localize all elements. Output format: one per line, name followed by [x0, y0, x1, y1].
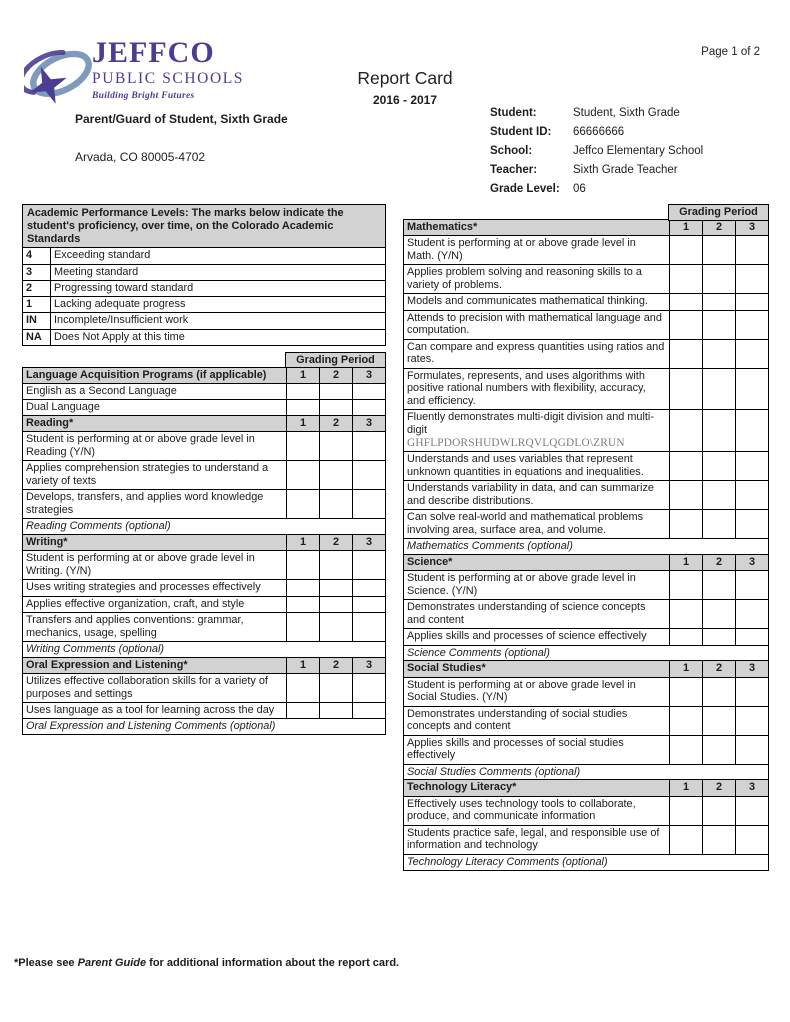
grade-cell	[353, 596, 386, 612]
skill-label-cell: Models and communicates mathematical thinking.	[404, 294, 670, 310]
grade-cell	[320, 400, 353, 416]
grade-cell	[703, 825, 736, 854]
grade-cell	[287, 400, 320, 416]
skill-row	[404, 310, 769, 339]
section-header-row	[404, 555, 769, 571]
skill-row	[404, 706, 769, 735]
skill-label-cell: Attends to precision with mathematical language and computation.	[404, 310, 670, 339]
logo-tagline: Building Bright Futures	[92, 91, 195, 101]
grade-cell	[353, 400, 386, 416]
performance-header: Academic Performance Levels: The marks below indicate the student's proficiency, over time, on the Colorado Academic Standards	[23, 205, 386, 248]
grade-cell	[353, 673, 386, 702]
comments-label-cell: Science Comments (optional)	[404, 645, 769, 661]
grade-cell	[320, 432, 353, 461]
skill-row	[23, 612, 386, 641]
grade-cell	[670, 265, 703, 294]
grade-cell	[287, 384, 320, 400]
student-info-value: Sixth Grade Teacher	[573, 164, 678, 176]
performance-desc-cell: Does Not Apply at this time	[51, 329, 386, 345]
period-header-cell: 3	[353, 657, 386, 673]
skill-row	[404, 825, 769, 854]
skill-label-cell: Applies effective organization, craft, and style	[23, 596, 287, 612]
period-header-cell: 3	[736, 661, 769, 677]
section-table	[403, 554, 769, 662]
grading-period-label: Grading Period	[285, 352, 386, 369]
grade-cell	[736, 236, 769, 265]
grade-cell	[320, 551, 353, 580]
skill-row	[23, 673, 386, 702]
grade-cell	[703, 510, 736, 539]
skill-label-cell: Student is performing at or above grade level in Science. (Y/N)	[404, 571, 670, 600]
skill-label-cell: Formulates, represents, and uses algorithms with positive rational numbers with flexibility, accuracy, and efficiency.	[404, 368, 670, 410]
section-title: Reading*	[23, 416, 287, 432]
student-info-row	[490, 126, 703, 140]
skill-label-cell: Can compare and express quantities using ratios and rates.	[404, 339, 670, 368]
grade-cell	[670, 339, 703, 368]
grade-cell	[703, 629, 736, 645]
performance-mark-cell: 3	[23, 264, 51, 280]
grade-cell	[670, 629, 703, 645]
grade-cell	[736, 677, 769, 706]
period-header-cell: 1	[287, 367, 320, 383]
logo-wordmark: JEFFCO	[92, 36, 215, 69]
section-table	[403, 660, 769, 781]
grade-cell	[736, 481, 769, 510]
performance-mark-cell: IN	[23, 313, 51, 329]
skill-label-cell: Demonstrates understanding of social studies concepts and content	[404, 706, 670, 735]
comments-row	[404, 539, 769, 555]
period-header-cell: 3	[353, 367, 386, 383]
recipient-name: Parent/Guard of Student, Sixth Grade	[75, 112, 288, 126]
comments-row	[23, 719, 386, 735]
period-header-cell: 1	[670, 780, 703, 796]
grade-cell	[353, 551, 386, 580]
grade-cell	[320, 384, 353, 400]
skill-row	[23, 702, 386, 718]
grade-cell	[703, 265, 736, 294]
logo-subtitle: PUBLIC SCHOOLS	[92, 70, 245, 87]
grade-cell	[287, 580, 320, 596]
comments-label-cell: Technology Literacy Comments (optional)	[404, 854, 769, 870]
grade-cell	[353, 384, 386, 400]
skill-row	[404, 629, 769, 645]
period-header-cell: 2	[320, 416, 353, 432]
skill-row	[404, 796, 769, 825]
grade-cell	[703, 452, 736, 481]
performance-header-row	[23, 205, 386, 248]
skill-row	[23, 580, 386, 596]
period-header-cell: 1	[670, 220, 703, 236]
grade-cell	[287, 702, 320, 718]
section-header-row	[404, 661, 769, 677]
section-title: Technology Literacy*	[404, 780, 670, 796]
grade-cell	[670, 825, 703, 854]
grade-cell	[670, 706, 703, 735]
period-header-cell: 3	[736, 555, 769, 571]
skill-label-cell: English as a Second Language	[23, 384, 287, 400]
skill-label-cell: Student is performing at or above grade level in Math. (Y/N)	[404, 236, 670, 265]
grade-cell	[287, 461, 320, 490]
skill-row	[404, 368, 769, 410]
grade-cell	[736, 294, 769, 310]
cipher-text: GHFLPDORSHUDWLRQVLQGDLO\ZRUN	[407, 436, 625, 449]
period-header-cell: 1	[670, 555, 703, 571]
section-table	[22, 534, 386, 658]
grade-cell	[320, 580, 353, 596]
performance-row	[23, 297, 386, 313]
period-header-cell: 2	[703, 220, 736, 236]
period-header-cell: 3	[353, 535, 386, 551]
performance-row	[23, 264, 386, 280]
grade-cell	[353, 461, 386, 490]
skill-label-cell: Can solve real-world and mathematical problems involving area, surface area, and volume.	[404, 510, 670, 539]
grade-cell	[287, 551, 320, 580]
skill-label-cell: Applies skills and processes of social studies effectively	[404, 735, 670, 764]
skill-row	[404, 571, 769, 600]
period-header-cell: 2	[703, 555, 736, 571]
grade-cell	[703, 236, 736, 265]
skill-row	[404, 339, 769, 368]
grade-cell	[703, 571, 736, 600]
skill-label-cell: Understands variability in data, and can summarize and describe distributions.	[404, 481, 670, 510]
period-header-cell: 2	[320, 367, 353, 383]
grade-cell	[703, 339, 736, 368]
student-info-value: 06	[573, 183, 586, 195]
performance-mark-cell: NA	[23, 329, 51, 345]
period-header-cell: 2	[703, 661, 736, 677]
right-column	[403, 204, 769, 871]
comments-row	[404, 764, 769, 780]
skill-label-cell: Applies problem solving and reasoning skills to a variety of problems.	[404, 265, 670, 294]
skill-label-cell: Develops, transfers, and applies word knowledge strategies	[23, 490, 287, 519]
right-sections-container	[403, 219, 769, 871]
section-header-row	[404, 780, 769, 796]
grade-cell	[287, 432, 320, 461]
skill-label-cell: Uses language as a tool for learning across the day	[23, 702, 287, 718]
section-header-row	[404, 220, 769, 236]
performance-mark-cell: 1	[23, 297, 51, 313]
section-table	[22, 367, 386, 417]
skill-label-cell: Student is performing at or above grade level in Writing. (Y/N)	[23, 551, 287, 580]
grading-period-label: Grading Period	[668, 204, 769, 221]
period-header-cell: 3	[736, 220, 769, 236]
grade-cell	[287, 673, 320, 702]
student-info-label: Grade Level:	[490, 183, 560, 195]
grade-cell	[703, 310, 736, 339]
section-title: Oral Expression and Listening*	[23, 657, 287, 673]
grade-cell	[736, 706, 769, 735]
grade-cell	[736, 600, 769, 629]
skill-row	[23, 461, 386, 490]
grade-cell	[287, 612, 320, 641]
performance-desc-cell: Progressing toward standard	[51, 280, 386, 296]
period-header-cell: 1	[287, 416, 320, 432]
grade-cell	[703, 368, 736, 410]
grade-cell	[736, 452, 769, 481]
recipient-address: Arvada, CO 80005-4702	[75, 150, 206, 164]
period-header-cell: 2	[320, 535, 353, 551]
grade-cell	[670, 310, 703, 339]
grade-cell	[320, 612, 353, 641]
student-info-row	[490, 183, 703, 197]
grade-cell	[670, 236, 703, 265]
grade-cell	[703, 600, 736, 629]
section-table	[22, 415, 386, 536]
grade-cell	[736, 735, 769, 764]
footer-prefix: *Please see	[14, 957, 78, 969]
period-header-cell: 3	[353, 416, 386, 432]
performance-row	[23, 329, 386, 345]
grade-cell	[320, 490, 353, 519]
grade-cell	[670, 510, 703, 539]
period-header-cell: 1	[287, 535, 320, 551]
grade-cell	[736, 825, 769, 854]
student-info-row	[490, 107, 703, 121]
student-info-value: Jeffco Elementary School	[573, 145, 704, 157]
student-info-row	[490, 164, 703, 178]
grade-cell	[320, 673, 353, 702]
comments-row	[23, 519, 386, 535]
footer-suffix: for additional information about the report card.	[146, 957, 400, 969]
student-info-value: 66666666	[573, 126, 625, 138]
footer-note	[14, 957, 399, 969]
skill-row	[23, 490, 386, 519]
performance-desc-cell: Exceeding standard	[51, 248, 386, 264]
skill-row	[404, 294, 769, 310]
skill-label-cell: Understands and uses variables that represent unknown quantities in equations and inequalities.	[404, 452, 670, 481]
skill-label-cell: Demonstrates understanding of science concepts and content	[404, 600, 670, 629]
comments-row	[23, 641, 386, 657]
skill-row	[404, 510, 769, 539]
logo-text-block	[92, 38, 244, 101]
section-header-row	[23, 535, 386, 551]
grade-cell	[736, 265, 769, 294]
grade-cell	[703, 796, 736, 825]
performance-desc-cell: Meeting standard	[51, 264, 386, 280]
grade-cell	[670, 368, 703, 410]
grade-cell	[670, 481, 703, 510]
skill-label-cell: Student is performing at or above grade level in Social Studies. (Y/N)	[404, 677, 670, 706]
skill-label-cell: Dual Language	[23, 400, 287, 416]
student-info-label: School:	[490, 145, 533, 157]
performance-levels-table	[22, 204, 386, 346]
grade-cell	[736, 339, 769, 368]
skill-row	[23, 384, 386, 400]
performance-row	[23, 248, 386, 264]
period-header-cell: 2	[320, 657, 353, 673]
skill-row	[23, 596, 386, 612]
section-table	[403, 219, 769, 556]
skill-row	[23, 551, 386, 580]
student-info-row	[490, 145, 703, 159]
student-info-label: Student ID:	[490, 126, 552, 138]
student-info-label: Student:	[490, 107, 537, 119]
section-title: Language Acquisition Programs (if applicable)	[23, 367, 287, 383]
comments-row	[404, 645, 769, 661]
grade-cell	[670, 294, 703, 310]
grade-cell	[320, 596, 353, 612]
performance-desc-cell: Incomplete/Insufficient work	[51, 313, 386, 329]
performance-mark-cell: 2	[23, 280, 51, 296]
skill-label-cell: Fluently demonstrates multi-digit division and multi-digit GHFLPDORSHUDWLRQVLQGDLO\ZRUN	[404, 410, 670, 452]
grade-cell	[353, 580, 386, 596]
section-title: Writing*	[23, 535, 287, 551]
skill-label-cell: Applies skills and processes of science effectively	[404, 629, 670, 645]
performance-row	[23, 280, 386, 296]
student-info-block	[490, 107, 703, 202]
skill-row	[23, 400, 386, 416]
grade-cell	[703, 706, 736, 735]
section-title: Science*	[404, 555, 670, 571]
skill-row	[404, 677, 769, 706]
grade-cell	[736, 629, 769, 645]
section-table	[22, 657, 386, 736]
grade-cell	[287, 596, 320, 612]
grade-cell	[320, 461, 353, 490]
page-title: Report Card	[357, 68, 453, 88]
grade-cell	[736, 796, 769, 825]
skill-label-cell: Applies comprehension strategies to understand a variety of texts	[23, 461, 287, 490]
period-header-cell: 3	[736, 780, 769, 796]
grade-cell	[670, 452, 703, 481]
comments-label-cell: Oral Expression and Listening Comments (optional)	[23, 719, 386, 735]
section-title: Mathematics*	[404, 220, 670, 236]
grade-cell	[703, 410, 736, 452]
grade-cell	[736, 368, 769, 410]
grade-cell	[320, 702, 353, 718]
section-header-row	[23, 657, 386, 673]
comments-label-cell: Writing Comments (optional)	[23, 641, 386, 657]
comments-label-cell: Social Studies Comments (optional)	[404, 764, 769, 780]
skill-row	[404, 735, 769, 764]
grade-cell	[353, 612, 386, 641]
skill-label-cell: Uses writing strategies and processes effectively	[23, 580, 287, 596]
left-sections-container	[22, 367, 386, 736]
skill-label-cell: Utilizes effective collaboration skills for a variety of purposes and settings	[23, 673, 287, 702]
student-info-value: Student, Sixth Grade	[573, 107, 680, 119]
grade-cell	[670, 410, 703, 452]
section-header-row	[23, 367, 386, 383]
skill-row	[404, 600, 769, 629]
grade-cell	[703, 735, 736, 764]
grade-cell	[670, 571, 703, 600]
period-header-cell: 2	[703, 780, 736, 796]
skill-row	[404, 452, 769, 481]
grade-cell	[353, 432, 386, 461]
grade-cell	[670, 600, 703, 629]
skill-label-cell: Students practice safe, legal, and responsible use of information and technology	[404, 825, 670, 854]
left-column	[22, 204, 386, 735]
section-header-row	[23, 416, 386, 432]
comments-row	[404, 854, 769, 870]
grade-cell	[353, 490, 386, 519]
performance-desc-cell: Lacking adequate progress	[51, 297, 386, 313]
grade-cell	[287, 490, 320, 519]
skill-row	[404, 265, 769, 294]
student-info-label: Teacher:	[490, 164, 538, 176]
grade-cell	[353, 702, 386, 718]
skill-label-cell: Transfers and applies conventions: grammar, mechanics, usage, spelling	[23, 612, 287, 641]
section-table	[403, 779, 769, 871]
grade-cell	[736, 510, 769, 539]
skill-row	[23, 432, 386, 461]
school-logo	[24, 38, 244, 110]
grade-cell	[670, 677, 703, 706]
performance-row	[23, 313, 386, 329]
grade-cell	[736, 410, 769, 452]
grade-cell	[703, 481, 736, 510]
grade-cell	[703, 677, 736, 706]
grade-cell	[736, 571, 769, 600]
skill-label-cell: Effectively uses technology tools to collaborate, produce, and communicate information	[404, 796, 670, 825]
skill-row	[404, 236, 769, 265]
grade-cell	[670, 796, 703, 825]
page-number-label: Page 1 of 2	[701, 46, 760, 58]
performance-mark-cell: 4	[23, 248, 51, 264]
grade-cell	[703, 294, 736, 310]
section-title: Social Studies*	[404, 661, 670, 677]
skill-row	[404, 481, 769, 510]
skill-row	[404, 410, 769, 452]
comments-label-cell: Mathematics Comments (optional)	[404, 539, 769, 555]
school-year: 2016 - 2017	[372, 93, 438, 107]
period-header-cell: 1	[287, 657, 320, 673]
jeffco-swoosh-star-icon	[24, 42, 98, 110]
grade-cell	[670, 735, 703, 764]
skill-label-cell: Student is performing at or above grade level in Reading (Y/N)	[23, 432, 287, 461]
grade-cell	[736, 310, 769, 339]
period-header-cell: 1	[670, 661, 703, 677]
footer-italic: Parent Guide	[77, 957, 147, 969]
comments-label-cell: Reading Comments (optional)	[23, 519, 386, 535]
